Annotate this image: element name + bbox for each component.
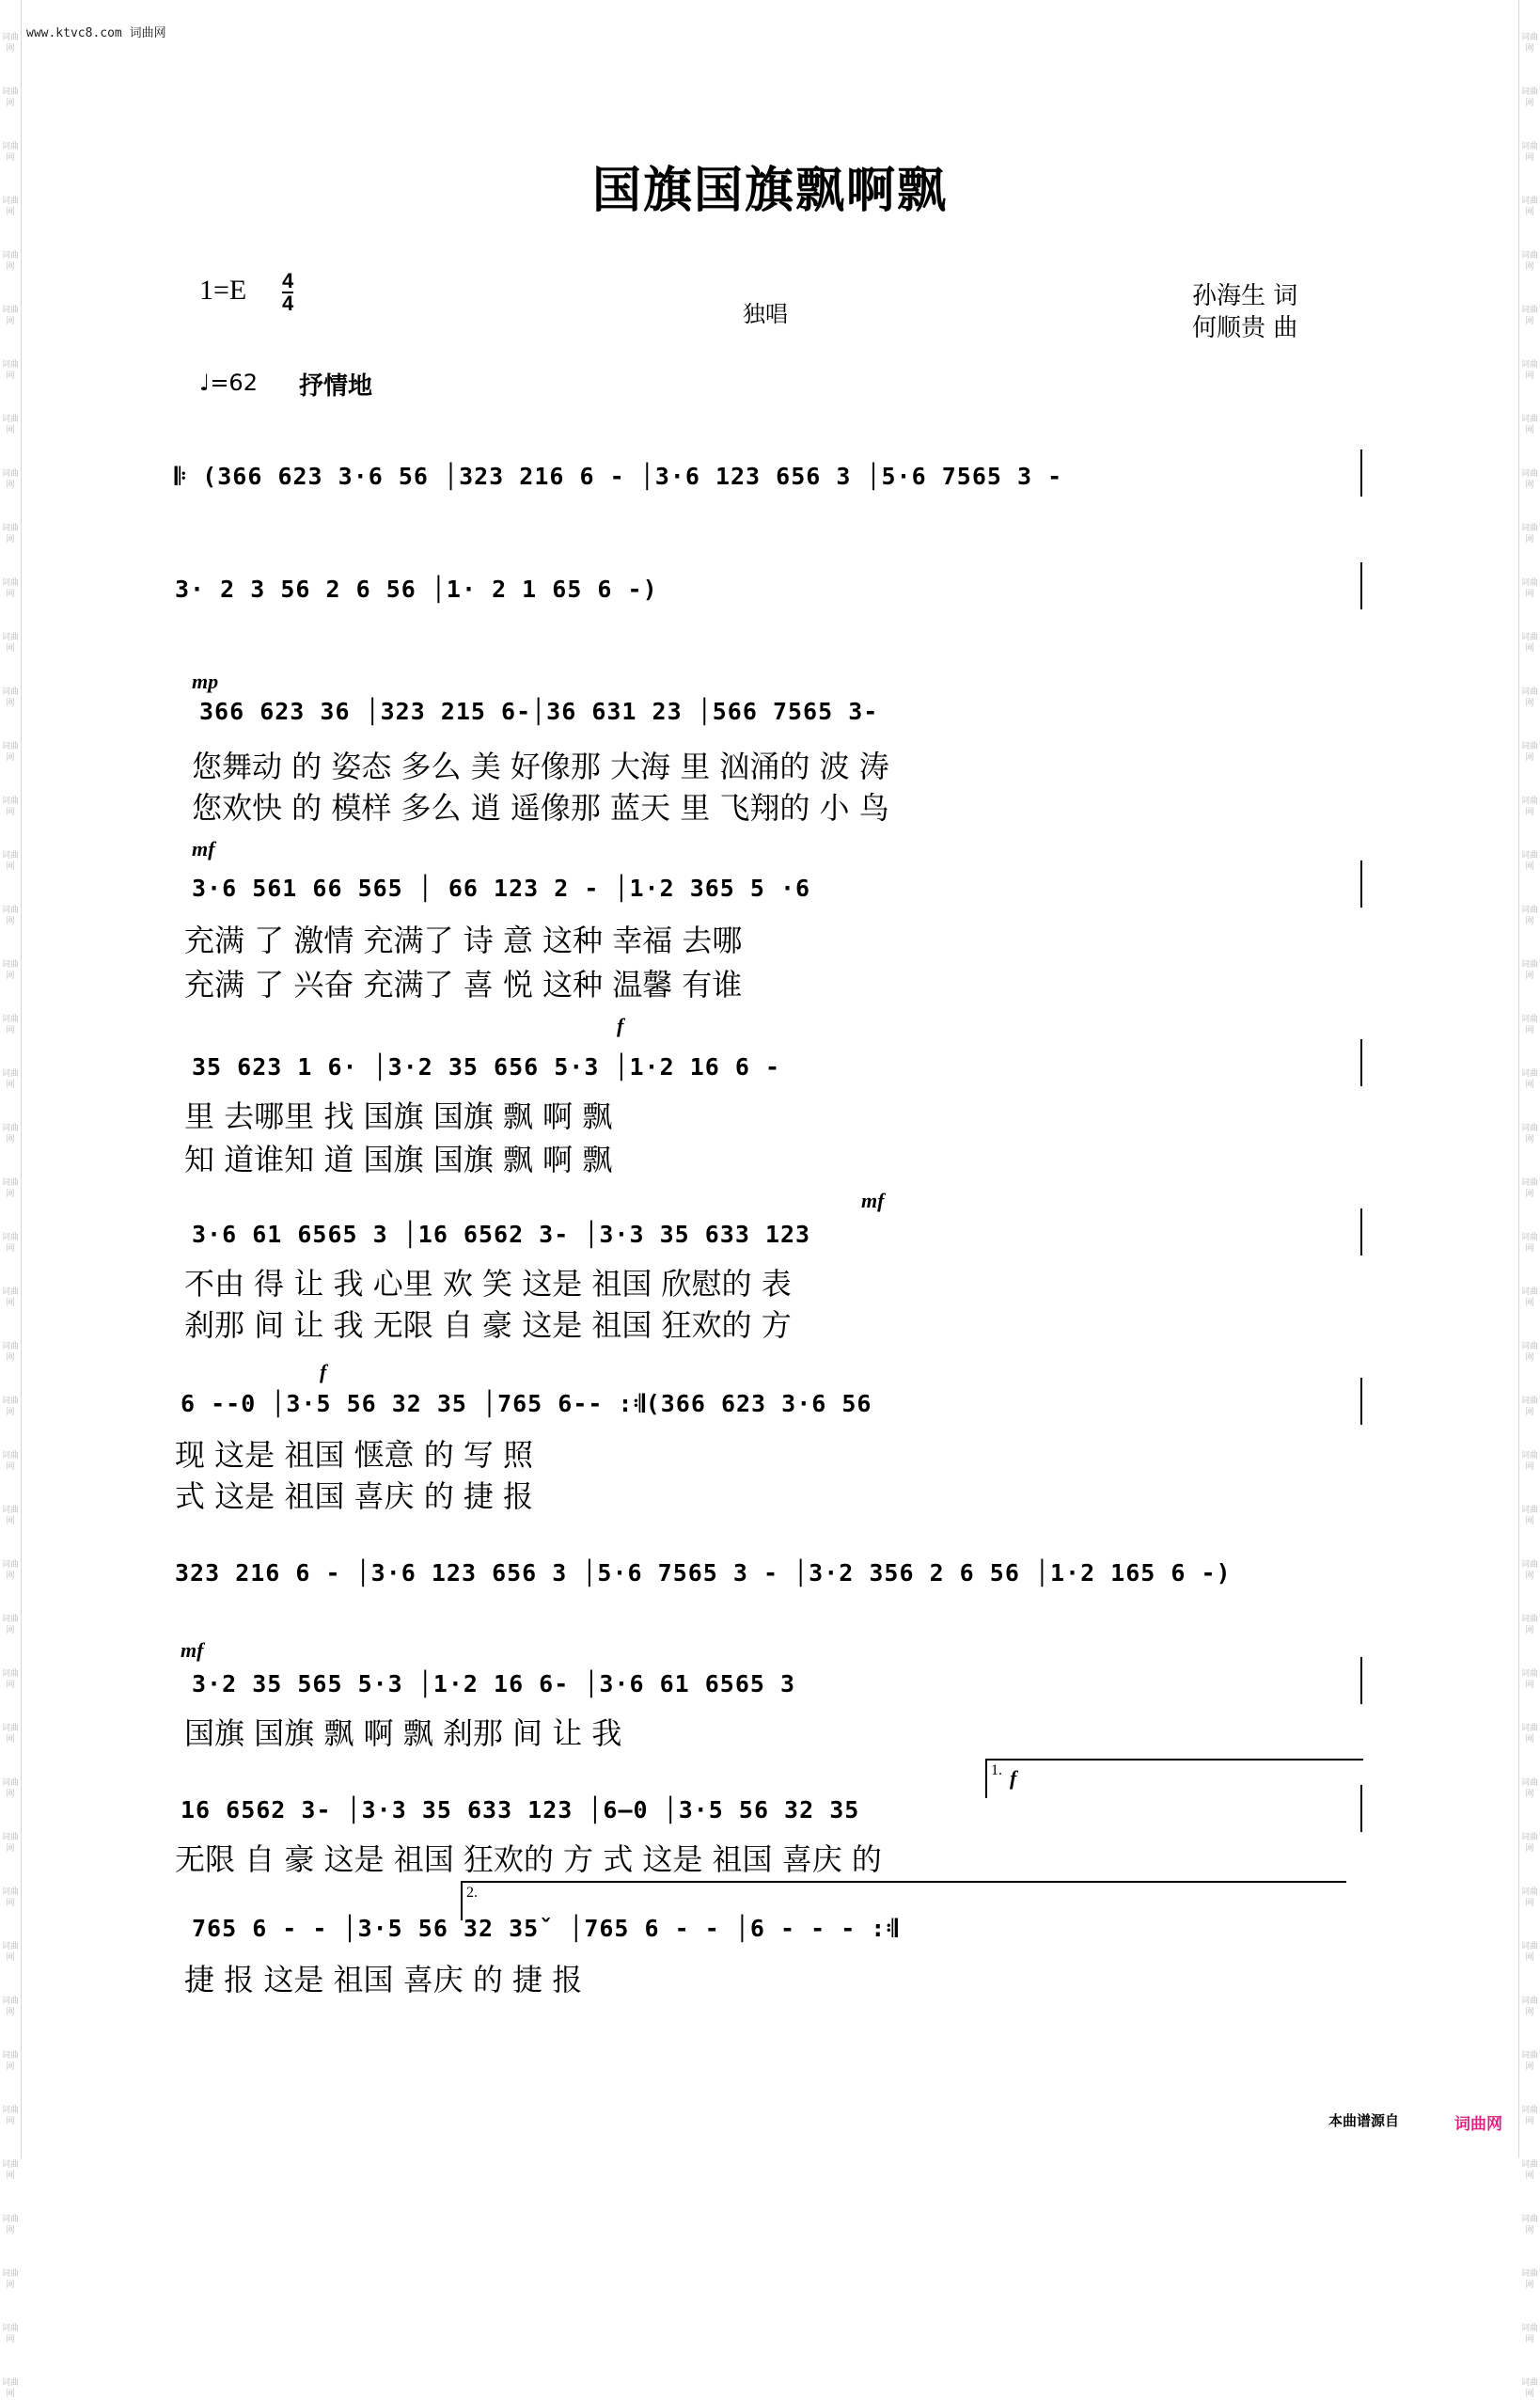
watermark-text: 词曲网 — [1520, 1669, 1538, 1690]
lyric-verse-1: 里 去哪里 找 国旗 国旗 飘 啊 飘 — [184, 1098, 613, 1134]
watermark-text: 词曲网 — [1520, 851, 1538, 872]
watermark-text: 词曲网 — [1520, 1997, 1538, 2017]
watermark-text: 词曲网 — [1, 797, 19, 817]
watermark-text: 词曲网 — [1, 960, 19, 981]
watermark-text: 词曲网 — [1, 1015, 19, 1035]
watermark-text: 词曲网 — [1520, 1506, 1538, 1526]
lyric-verse-1: 捷 报 这是 祖国 喜庆 的 捷 报 — [184, 1962, 583, 1997]
notation-line-5: 35 623 1 6· │3·2 35 656 5·3 │1·2 16 6 - — [192, 1053, 780, 1081]
watermark-text: 词曲网 — [1, 1997, 19, 2017]
watermark-text: 词曲网 — [1520, 2051, 1538, 2072]
second-ending-number: 2. — [466, 1885, 478, 1901]
watermark-text: 词曲网 — [1520, 251, 1538, 272]
source-brand-link[interactable]: 词曲网 — [1454, 2115, 1502, 2134]
watermark-text: 词曲网 — [1, 33, 19, 54]
dynamic-mark: mp — [192, 670, 219, 693]
watermark-text: 词曲网 — [1, 578, 19, 599]
watermark-text: 词曲网 — [1, 360, 19, 381]
watermark-text: 词曲网 — [1520, 2106, 1538, 2126]
lyric-verse-1: 无限 自 豪 这是 祖国 狂欢的 方 式 这是 祖国 喜庆 的 — [175, 1841, 882, 1877]
watermark-text: 词曲网 — [1, 87, 19, 108]
barline — [1360, 861, 1362, 908]
watermark-text: 词曲网 — [1, 1451, 19, 1472]
watermark-text: 词曲网 — [1, 1887, 19, 1908]
watermark-text: 词曲网 — [1, 1833, 19, 1854]
watermark-text: 词曲网 — [1, 1942, 19, 1963]
watermark-text: 词曲网 — [1, 469, 19, 490]
watermark-text: 词曲网 — [1520, 415, 1538, 435]
watermark-text: 词曲网 — [1520, 1778, 1538, 1799]
notation-line-1: 𝄆 (366 623 3·6 56 │323 216 6 - │3·6 123 656 3 │5·6 7565 3 - — [175, 463, 1063, 490]
watermark-text: 词曲网 — [1, 524, 19, 545]
watermark-text: 词曲网 — [1520, 1342, 1538, 1363]
barline — [1360, 1039, 1362, 1086]
barline — [1360, 1378, 1362, 1425]
watermark-text: 词曲网 — [1, 1069, 19, 1090]
barline — [1360, 450, 1362, 497]
watermark-text: 词曲网 — [1, 197, 19, 217]
expression-marking: 抒情地 — [299, 372, 373, 401]
notation-line-10: 16 6562 3- │3·3 35 633 123 │6—0 │3·5 56 32 35 — [181, 1796, 860, 1824]
watermark-text: 词曲网 — [1, 1178, 19, 1199]
lyric-verse-1: 充满 了 激情 充满了 诗 意 这种 幸福 去哪 — [184, 923, 743, 958]
notation-line-8: 323 216 6 - │3·6 123 656 3 │5·6 7565 3 - │3·2 356 2 6 56 │1·2 165 6 -) — [175, 1559, 1232, 1587]
watermark-text: 词曲网 — [1, 2160, 19, 2181]
watermark-text: 词曲网 — [1520, 1560, 1538, 1581]
watermark-text: 词曲网 — [1520, 1178, 1538, 1199]
lyric-verse-2: 式 这是 祖国 喜庆 的 捷 报 — [175, 1478, 534, 1514]
watermark-text: 词曲网 — [1, 1506, 19, 1526]
watermark-text: 词曲网 — [1520, 142, 1538, 163]
watermark-text: 词曲网 — [1520, 687, 1538, 708]
watermark-text: 词曲网 — [1, 1397, 19, 1417]
lyric-verse-2: 知 道谁知 道 国旗 国旗 飘 啊 飘 — [184, 1142, 613, 1177]
watermark-text: 词曲网 — [1520, 1724, 1538, 1745]
time-signature — [282, 271, 293, 314]
watermark-text: 词曲网 — [1, 2106, 19, 2126]
watermark-text: 词曲网 — [1520, 906, 1538, 926]
watermark-text: 词曲网 — [1, 2269, 19, 2290]
watermark-text: 词曲网 — [1, 2378, 19, 2399]
watermark-text: 词曲网 — [1520, 1615, 1538, 1635]
watermark-text: 词曲网 — [1, 851, 19, 872]
performance-type: 独唱 — [743, 301, 788, 327]
watermark-text: 词曲网 — [1520, 2215, 1538, 2235]
watermark-text: 词曲网 — [1520, 1887, 1538, 1908]
watermark-text: 词曲网 — [1, 1615, 19, 1635]
lyricist: 孙海生 词 — [1192, 282, 1298, 310]
watermark-text: 词曲网 — [1520, 1833, 1538, 1854]
watermark-text: 词曲网 — [1, 1233, 19, 1254]
watermark-text: 词曲网 — [1, 142, 19, 163]
watermark-text: 词曲网 — [1520, 469, 1538, 490]
watermark-text: 词曲网 — [1520, 524, 1538, 545]
credits — [1192, 280, 1297, 344]
song-title: 国旗国旗飘啊飘 — [591, 163, 948, 219]
dynamic-mark: mf — [181, 1638, 204, 1662]
watermark-text: 词曲网 — [1520, 1287, 1538, 1308]
watermark-text: 词曲网 — [1520, 33, 1538, 54]
notation-line-11: 765 6 - - │3·5 56 32 35ˇ │765 6 - - │6 - - - :𝄇 — [192, 1915, 899, 1942]
notation-line-3: 366 623 36 │323 215 6-│36 631 23 │566 7565 3- — [199, 698, 879, 725]
notation-line-4: 3·6 561 66 565 │ 66 123 2 - │1·2 365 5 ·6 — [192, 875, 811, 902]
time-signature-bottom: 4 — [282, 292, 294, 315]
watermark-text: 词曲网 — [1520, 1015, 1538, 1035]
watermark-text: 词曲网 — [1520, 633, 1538, 654]
watermark-text: 词曲网 — [1, 2051, 19, 2072]
watermark-text: 词曲网 — [1520, 2160, 1538, 2181]
watermark-text: 词曲网 — [1520, 2378, 1538, 2399]
watermark-text: 词曲网 — [1, 306, 19, 326]
site-url: www.ktvc8.com 词曲网 — [26, 26, 166, 40]
watermark-text: 词曲网 — [1520, 360, 1538, 381]
watermark-text: 词曲网 — [1, 2215, 19, 2235]
dynamic-mark: f — [320, 1360, 327, 1383]
watermark-text: 词曲网 — [1, 1560, 19, 1581]
watermark-text: 词曲网 — [1, 251, 19, 272]
left-watermark-strip — [0, 0, 22, 2399]
lyric-verse-1: 不由 得 让 我 心里 欢 笑 这是 祖国 欣慰的 表 — [184, 1266, 792, 1302]
first-ending-number: 1. — [991, 1762, 1002, 1778]
watermark-text: 词曲网 — [1, 687, 19, 708]
watermark-text: 词曲网 — [1520, 1069, 1538, 1090]
watermark-text: 词曲网 — [1520, 87, 1538, 108]
watermark-text: 词曲网 — [1520, 1233, 1538, 1254]
watermark-text: 词曲网 — [1520, 1451, 1538, 1472]
watermark-text: 词曲网 — [1520, 960, 1538, 981]
watermark-text: 词曲网 — [1, 1669, 19, 1690]
watermark-text: 词曲网 — [1520, 578, 1538, 599]
notation-line-9: 3·2 35 565 5·3 │1·2 16 6- │3·6 61 6565 3 — [192, 1670, 796, 1697]
dynamic-mark: mf — [192, 837, 215, 861]
watermark-text: 词曲网 — [1, 742, 19, 763]
watermark-text: 词曲网 — [1, 1124, 19, 1145]
watermark-text: 词曲网 — [1, 906, 19, 926]
watermark-text: 词曲网 — [1520, 2324, 1538, 2345]
barline — [1360, 562, 1362, 609]
lyric-verse-1: 您舞动 的 姿态 多么 美 好像那 大海 里 汹涌的 波 涛 — [192, 749, 889, 784]
watermark-text: 词曲网 — [1, 1342, 19, 1363]
composer: 何顺贵 曲 — [1192, 314, 1298, 342]
watermark-text: 词曲网 — [1520, 797, 1538, 817]
first-ending-bracket — [985, 1759, 1363, 1798]
watermark-text: 词曲网 — [1520, 1124, 1538, 1145]
lyric-verse-1: 国旗 国旗 飘 啊 飘 刹那 间 让 我 — [184, 1715, 622, 1751]
dynamic-mark: f — [617, 1014, 624, 1037]
watermark-text: 词曲网 — [1, 1724, 19, 1745]
watermark-text: 词曲网 — [1520, 2269, 1538, 2290]
lyric-verse-2: 您欢快 的 模样 多么 逍 遥像那 蓝天 里 飞翔的 小 鸟 — [192, 790, 889, 826]
watermark-text: 词曲网 — [1520, 306, 1538, 326]
notation-line-2: 3· 2 3 56 2 6 56 │1· 2 1 65 6 -) — [175, 576, 658, 603]
lyric-verse-1: 现 这是 祖国 惬意 的 写 照 — [175, 1437, 534, 1473]
dynamic-mark: mf — [861, 1189, 885, 1212]
key-signature: 1=E — [199, 275, 247, 306]
lyric-verse-2: 刹那 间 让 我 无限 自 豪 这是 祖国 狂欢的 方 — [184, 1307, 792, 1343]
right-watermark-strip — [1518, 0, 1540, 2399]
barline — [1360, 1208, 1362, 1255]
watermark-text: 词曲网 — [1520, 197, 1538, 217]
tempo-marking: ♩=62 — [199, 370, 258, 396]
watermark-text: 词曲网 — [1, 633, 19, 654]
watermark-text: 词曲网 — [1520, 1397, 1538, 1417]
watermark-text: 词曲网 — [1520, 1942, 1538, 1963]
lyric-verse-2: 充满 了 兴奋 充满了 喜 悦 这种 温馨 有谁 — [184, 967, 743, 1003]
watermark-text: 词曲网 — [1, 415, 19, 435]
watermark-text: 词曲网 — [1, 2324, 19, 2345]
notation-line-6: 3·6 61 6565 3 │16 6562 3- │3·3 35 633 123 — [192, 1221, 811, 1248]
time-signature-top: 4 — [282, 269, 294, 292]
source-label: 本曲谱源自 — [1328, 2112, 1399, 2129]
notation-line-7: 6 --0 │3·5 56 32 35 │765 6-- :𝄇(366 623 3·6 56 — [181, 1390, 872, 1417]
watermark-text: 词曲网 — [1520, 742, 1538, 763]
watermark-text: 词曲网 — [1, 1287, 19, 1308]
barline — [1360, 1657, 1362, 1704]
barline — [1360, 1785, 1362, 1832]
dynamic-mark: f — [1010, 1766, 1017, 1790]
watermark-text: 词曲网 — [1, 1778, 19, 1799]
